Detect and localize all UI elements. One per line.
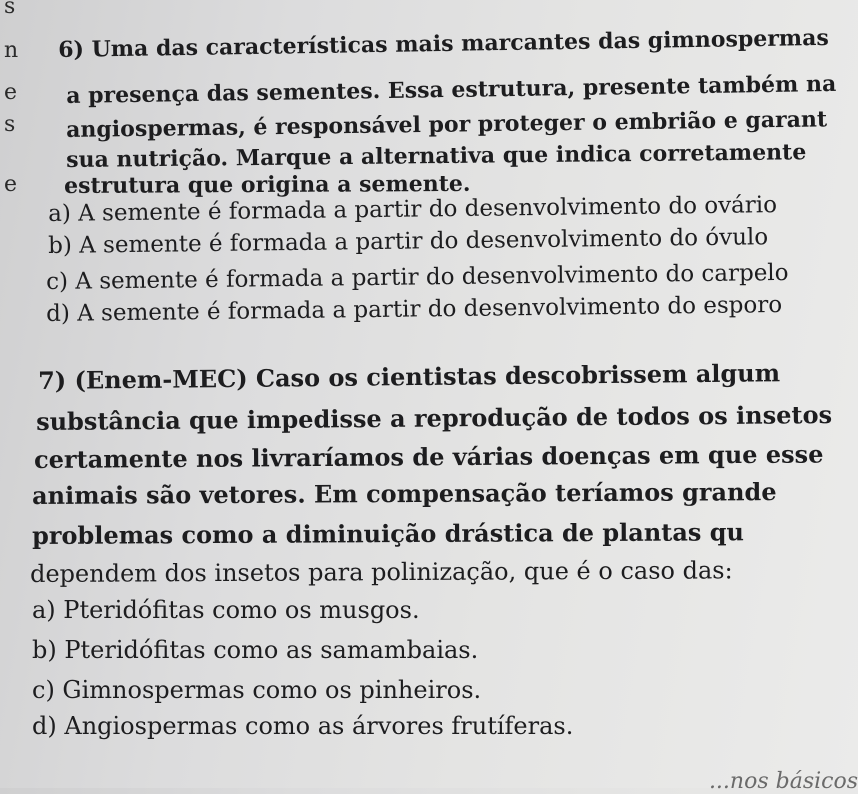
- question-6-line: 6) Uma das características mais marcantes das gimnospermas: [58, 24, 829, 63]
- question-6-line: estrutura que origina a semente.: [64, 170, 471, 199]
- question-7-line: animais são vetores. Em compensação teríamos grande: [31, 477, 777, 510]
- question-7-line: problemas como a diminuição drástica de plantas qu: [31, 517, 745, 550]
- question-7-line: certamente nos livraríamos de várias doenças em que esse: [33, 439, 824, 474]
- question-7-line: 7) (Enem-MEC) Caso os cientistas descobrissem algum: [37, 358, 781, 395]
- margin-fragment: n: [4, 38, 19, 63]
- question-6-line: angiospermas, é responsável por proteger o embrião e garant: [66, 106, 828, 143]
- question-7-option-d: d) Angiospermas como as árvores frutíferas.: [32, 712, 574, 740]
- margin-fragment: e: [4, 172, 18, 197]
- question-7-line: substância que impedisse a reprodução de todos os insetos: [35, 400, 833, 436]
- question-6-option-c: c) A semente é formada a partir do desenvolvimento do carpelo: [46, 259, 789, 295]
- bottom-fragment: ...nos básicos: [708, 769, 858, 794]
- question-6-option-a: a) A semente é formada a partir do desenvolvimento do ovário: [48, 192, 778, 227]
- margin-fragment: e: [4, 80, 18, 105]
- question-7-option-c: c) Gimnospermas como os pinheiros.: [32, 676, 482, 704]
- question-7-option-a: a) Pteridófitas como os musgos.: [32, 596, 420, 624]
- margin-fragment: s: [4, 0, 16, 19]
- margin-fragment: s: [4, 112, 16, 137]
- question-6-line: sua nutrição. Marque a alternativa que indica corretamente: [66, 139, 807, 173]
- question-6-option-b: b) A semente é formada a partir do desenvolvimento do óvulo: [48, 224, 769, 259]
- question-6-line: a presença das sementes. Essa estrutura, presente também na: [66, 70, 837, 109]
- question-6-option-d: d) A semente é formada a partir do desenvolvimento do esporo: [46, 292, 783, 327]
- question-7-line: dependem dos insetos para polinização, que é o caso das:: [30, 556, 733, 588]
- question-7-option-b: b) Pteridófitas como as samambaias.: [32, 636, 479, 664]
